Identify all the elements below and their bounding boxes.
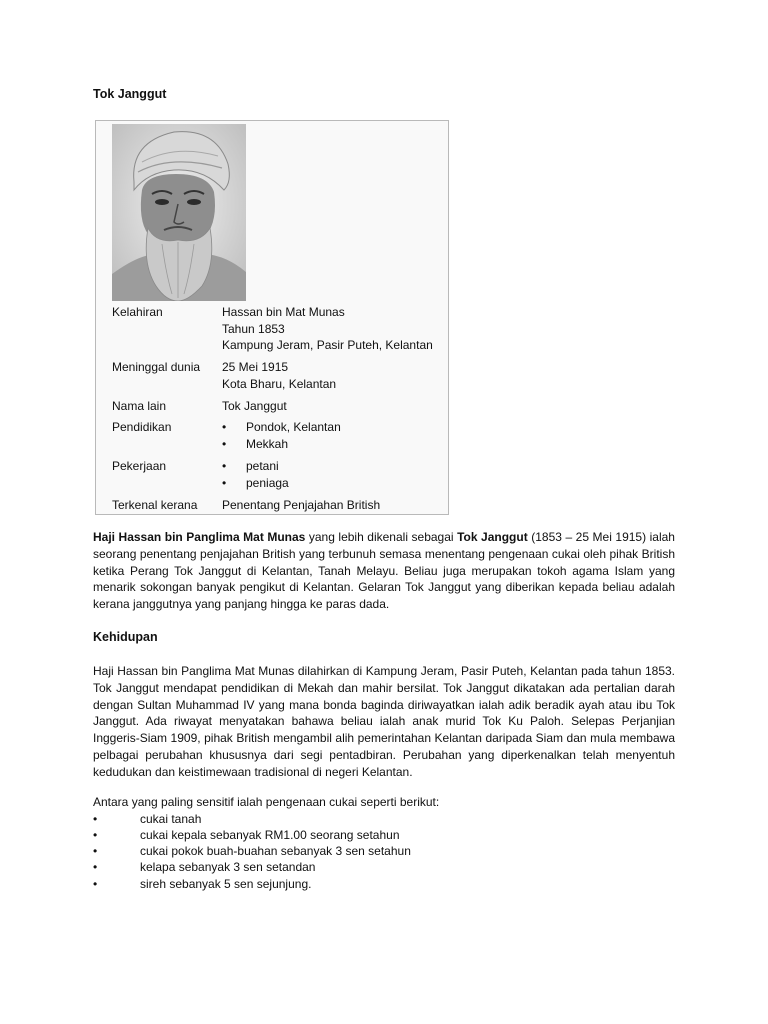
infobox-label: Pendidikan: [112, 420, 172, 434]
bullet-icon: •: [93, 877, 98, 891]
infobox-label: Nama lain: [112, 399, 167, 413]
infobox-label: Meninggal dunia: [112, 360, 201, 374]
bullet-icon: •: [93, 860, 98, 874]
bullet-icon: •: [222, 475, 227, 490]
infobox-value: Tok Janggut: [222, 399, 287, 413]
bullet-icon: •: [93, 844, 98, 858]
subject-alias: Tok Janggut: [457, 530, 528, 544]
bullet-icon: •: [93, 828, 98, 842]
death-place: Kota Bharu, Kelantan: [222, 376, 337, 391]
death-date: 25 Mei 1915: [222, 360, 289, 374]
bullet-icon: •: [93, 812, 98, 826]
infobox-value: [222, 304, 457, 354]
list-item: • peniaga: [222, 475, 289, 490]
bullet-icon: •: [222, 420, 227, 434]
list-intro: Antara yang paling sensitif ialah pengenaan cukai seperti berikut:: [93, 795, 440, 809]
list-item: • Pondok, Kelantan: [222, 420, 341, 434]
birth-year: Tahun 1853: [222, 321, 285, 336]
section-heading: Kehidupan: [93, 630, 158, 644]
bullet-icon: •: [222, 459, 227, 473]
document-page: Tok Janggut Kelahiran Hassan bin Mat Munas Tahun 1853 Kampung Jeram, Pasir Puteh, Kelantan Meninggal dunia 25 Mei 1915 Kota Bharu, Kelantan Nama lain Tok Janggut Pendidikan • Pondok, Kelantan • Mekkah Pekerjaan • petani • peniaga Terkenal kerana Penentang Penjajahan British Haji Hassan bin Panglima Mat Munas yang lebih dikenali sebagai Tok Janggut (1853 – 25 Mei 1915) ialah seorang penentang penjajahan British yang terbunuh semasa menentang pengenaan cukai oleh pihak British ketika Perang Tok Janggut di Kelantan, Tanah Melayu. Beliau juga merupakan tokoh agama Islam yang menarik sokongan banyak pengikut di Kelantan. Gelaran Tok Janggut yang diberikan kepada beliau adalah kerana janggutnya yang panjang hingga ke paras dada. Kehidupan Haji Hassan bin Panglima Mat Munas dilahirkan di Kampung Jeram, Pasir Puteh, Kelantan pada tahun 1853. Tok Janggut mendapat pendidikan di Mekah dan mahir bersilat. Tok Janggut dikatakan ada pertalian darah dengan Sultan Muhammad IV yang mana bonda baginda diriwayatkan ialah adik beradik ayah atau ibu Tok Janggut. Ada riwayat menyatakan bahawa beliau ialah anak murid Tok Ku Paloh. Selepas Perjanjian Inggeris-Siam 1909, pihak British mengambil alih pemerintahan Kelantan daripada Siam dan mula membawa pelbagai perubahan khususnya dari segi pentadbiran. Perubahan yang diperkenalkan telah menyentuh kedudukan dan keistimewaan tradisional di negeri Kelantan. Antara yang paling sensitif ialah pengenaan cukai seperti berikut: • cukai tanah • cukai kepala sebanyak RM1.00 seorang setahun • cukai pokok buah-buahan sebanyak 3 sen setahun • kelapa sebanyak 3 sen setandan • sireh sebanyak 5 sen sejunjung.: [93, 87, 675, 891]
bullet-icon: •: [222, 436, 227, 451]
birth-name: Hassan bin Mat Munas: [222, 305, 345, 319]
infobox-value: Penentang Penjajahan British: [222, 498, 381, 512]
infobox-value: [222, 458, 457, 491]
section-paragraph: Haji Hassan bin Panglima Mat Munas dilahirkan di Kampung Jeram, Pasir Puteh, Kelantan pada tahun 1853. Tok Janggut mendapat pendidikan di Mekah dan mahir bersilat. Tok Janggut dikatakan ada pertalian darah dengan Sultan Muhammad IV yang mana bonda baginda diriwayatkan ialah adik beradik ayah atau ibu Tok Janggut. Ada riwayat menyatakan bahawa beliau ialah anak murid Tok Ku Paloh. Selepas Perjanjian Inggeris-Siam 1909, pihak British mengambil alih pemerintahan Kelantan daripada Siam dan mula membawa pelbagai perubahan khususnya dari segi pentadbiran. Perubahan yang diperkenalkan telah menyentuh kedudukan dan keistimewaan tradisional di negeri Kelantan.: [93, 664, 675, 779]
infobox-label: Pekerjaan: [112, 459, 167, 473]
birth-place: Kampung Jeram, Pasir Puteh, Kelantan: [222, 338, 433, 352]
portrait-image: [112, 124, 246, 301]
infobox: [95, 120, 449, 515]
infobox-label: Kelahiran: [112, 305, 163, 319]
infobox-value: [222, 359, 457, 392]
document-title: Tok Janggut: [93, 87, 167, 101]
list-item: • Mekkah: [222, 436, 289, 451]
portrait-drawing: [112, 124, 246, 301]
intro-paragraph: Haji Hassan bin Panglima Mat Munas yang lebih dikenali sebagai Tok Janggut (1853 – 25 Mei 1915) ialah seorang penentang penjajahan British yang terbunuh semasa menentang pengenaan cukai oleh pihak British ketika Perang Tok Janggut di Kelantan, Tanah Melayu. Beliau juga merupakan tokoh agama Islam yang menarik sokongan banyak pengikut di Kelantan. Gelaran Tok Janggut yang diberikan kepada beliau adalah kerana janggutnya yang panjang hingga ke paras dada.: [93, 530, 675, 612]
infobox-label: Terkenal kerana: [112, 498, 198, 512]
list-item: • petani: [222, 459, 279, 473]
infobox-value: [222, 419, 457, 452]
subject-name: Haji Hassan bin Panglima Mat Munas: [93, 530, 306, 544]
